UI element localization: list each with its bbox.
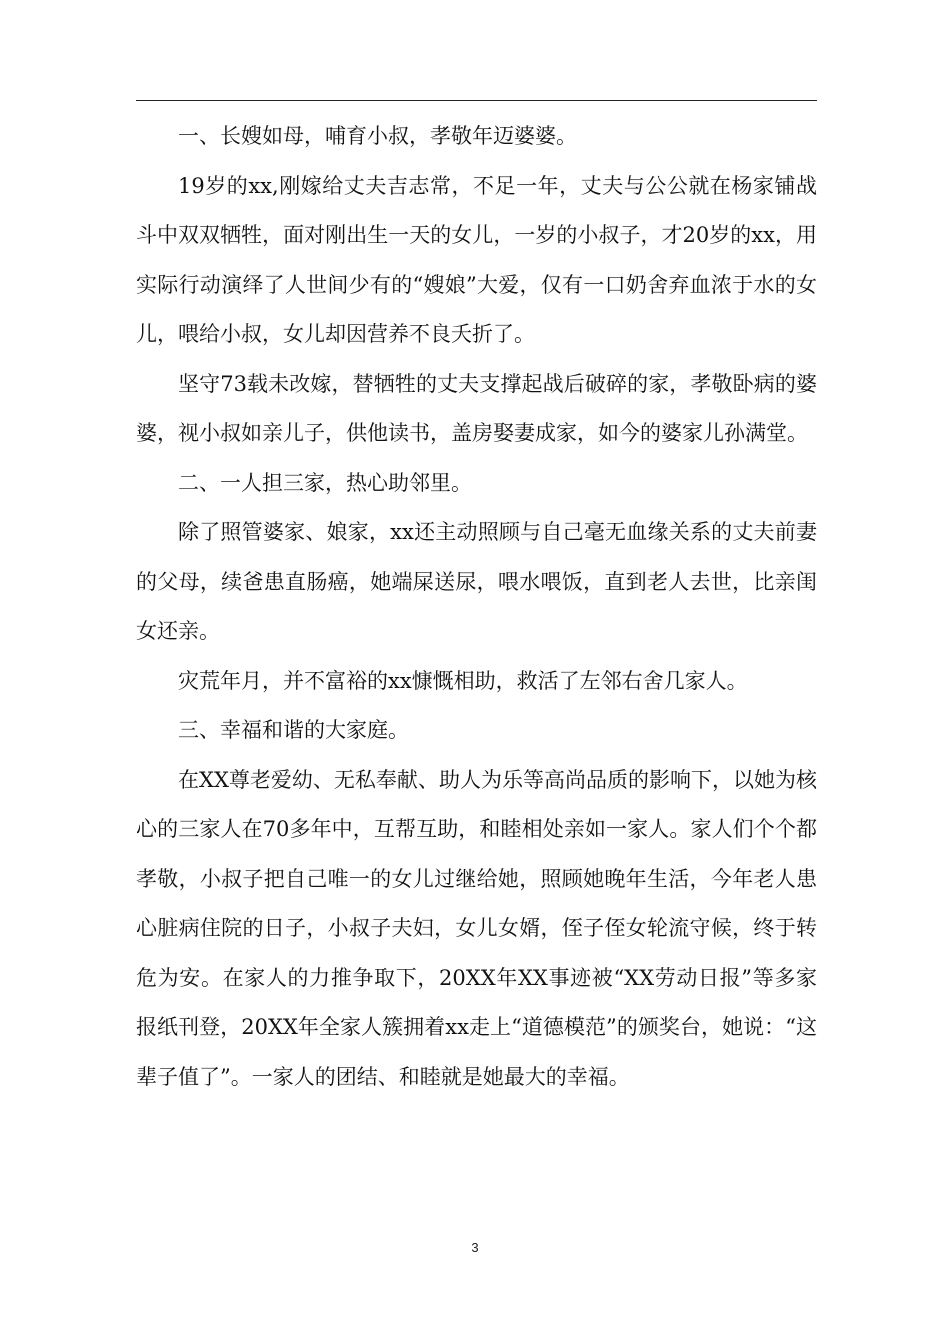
section-heading-1: 一、长嫂如母，哺育小叔，孝敬年迈婆婆。 bbox=[178, 124, 577, 148]
header-rule bbox=[136, 100, 817, 101]
section-heading-3: 三、幸福和谐的大家庭。 bbox=[178, 718, 409, 742]
paragraph: 19岁的xx,刚嫁给丈夫吉志常，不足一年，丈夫与公公就在杨家铺战斗中双双牺牲，面对刚出生一天的女儿，一岁的小叔子，才20岁的xx，用实际行动演绎了人世间少有的“嫂娘”大爱，仅有一口奶舍弃血浓于水的女儿，喂给小叔，女儿却因营养不良夭折了。 bbox=[136, 173, 817, 346]
paragraph: 坚守73载未改嫁，替牺牲的丈夫支撑起战后破碎的家，孝敬卧病的婆婆，视小叔如亲儿子，供他读书，盖房娶妻成家，如今的婆家儿孙满堂。 bbox=[136, 371, 817, 445]
paragraph: 灾荒年月，并不富裕的xx慷慨相助，救活了左邻右舍几家人。 bbox=[178, 668, 748, 693]
paragraph: 除了照管婆家、娘家，xx还主动照顾与自己毫无血缘关系的丈夫前妻的父母，续爸患直肠癌，她端屎送尿，喂水喂饭，直到老人去世，比亲闺女还亲。 bbox=[136, 520, 817, 643]
body-text bbox=[136, 112, 817, 1102]
paragraph: 在XX尊老爱幼、无私奉献、助人为乐等高尚品质的影响下，以她为核心的三家人在70多年中，互帮互助，和睦相处亲如一家人。家人们个个都孝敬，小叔子把自己唯一的女儿过继给她，照顾她晚年生活，今年老人患心脏病住院的日子，小叔子夫妇，女儿女婿，侄子侄女轮流守候，终于转危为安。在家人的力推争取下，20XX年XX事迹被“XX劳动日报”等多家报纸刊登，20XX年全家人簇拥着xx走上“道德模范”的颁奖台，她说：“这辈子值了”。一家人的团结、和睦就是她最大的幸福。 bbox=[136, 767, 817, 1089]
page-number: 3 bbox=[471, 1240, 479, 1255]
section-heading-2: 二、一人担三家，热心助邻里。 bbox=[178, 470, 472, 495]
